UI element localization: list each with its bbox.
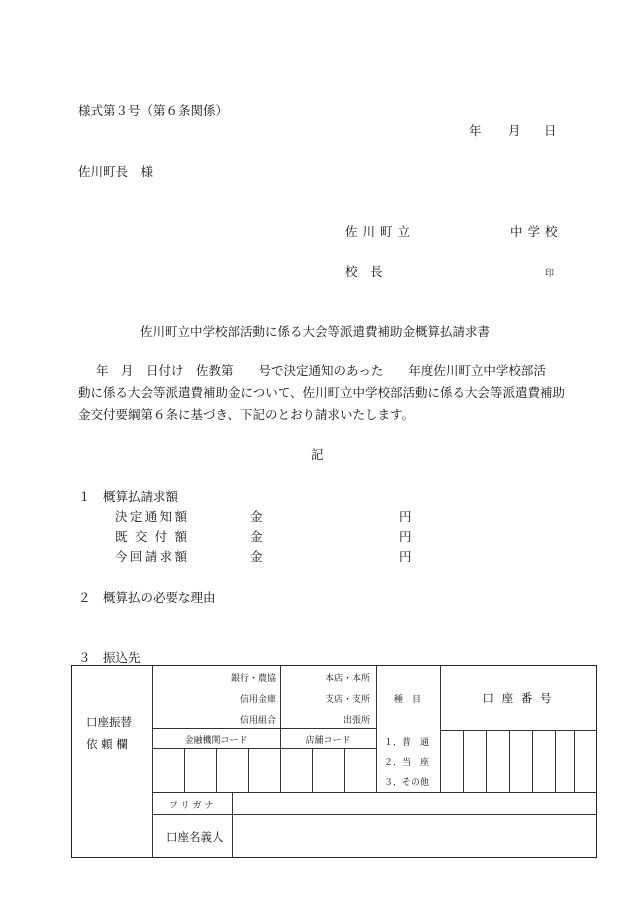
body-paragraph <box>78 360 566 426</box>
branch-code-label: 店舗コード <box>305 736 351 746</box>
branch-type-branch: 支店・支所 <box>324 695 370 705</box>
body-line: 動に係る大会等派遣費補助金について、佐川町立中学校部活動に係る大会等派遣費補助 <box>78 385 566 400</box>
addressee: 佐川町長 様 <box>78 164 154 179</box>
date-year: 年 <box>469 123 482 138</box>
furigana-label: フリガナ <box>169 801 217 811</box>
form-number: 様式第３号（第６条関係） <box>78 103 229 118</box>
ki-mark: 記 <box>311 447 324 462</box>
institution-code-label: 金融機関コード <box>184 736 248 746</box>
kin-mark: 金 <box>250 549 263 564</box>
body-line: 金交付要綱第６条に基づき、下記のとおり請求いたします。 <box>78 407 415 422</box>
kind-option-checking: ２．当 座 <box>384 758 430 768</box>
branch-type-main: 本店・本所 <box>324 674 370 684</box>
bank-type-bank: 銀行・農協 <box>230 674 276 684</box>
en-mark: 円 <box>399 529 412 544</box>
date-month: 月 <box>508 123 521 138</box>
date-day: 日 <box>544 123 557 138</box>
amount-row-label: 決定通知額 <box>115 509 187 524</box>
account-holder-label: 口座名義人 <box>166 830 224 844</box>
account-number-label: 口 座 番 号 <box>482 691 554 705</box>
bank-type-shinkin: 信用金庫 <box>239 695 276 705</box>
document-title: 佐川町立中学校部活動に係る大会等派遣費補助金概算払請求書 <box>139 324 490 339</box>
branch-type-office: 出張所 <box>342 716 370 726</box>
side-label-request: 依 頼 欄 <box>86 737 128 751</box>
bank-type-shinkumi: 信用組合 <box>239 716 276 726</box>
section3-heading: ３ 振込先 <box>78 650 141 665</box>
seal-mark: 印 <box>545 269 555 279</box>
amount-row-label: 今回請求額 <box>115 549 187 564</box>
en-mark: 円 <box>399 549 412 564</box>
kind-label: 種 目 <box>394 695 422 705</box>
section1-heading: １ 概算払請求額 <box>78 489 179 504</box>
principal-label: 校 長 <box>345 264 383 279</box>
kind-option-savings: １．普 通 <box>384 738 430 748</box>
en-mark: 円 <box>399 509 412 524</box>
bank-transfer-table <box>71 665 597 858</box>
body-line: 年 月 日付け 佐教第 号で決定通知のあった 年度佐川町立中学校部活 <box>96 363 546 378</box>
kin-mark: 金 <box>250 509 263 524</box>
school-suffix: 中学校 <box>510 224 563 239</box>
kin-mark: 金 <box>250 529 263 544</box>
amount-row-label: 既交付額 <box>115 529 187 544</box>
school-prefix: 佐川町立 <box>345 224 416 239</box>
kind-option-other: ３．その他 <box>384 778 430 788</box>
section2-heading: ２ 概算払の必要な理由 <box>78 590 216 605</box>
side-label-transfer: 口座振替 <box>86 715 132 729</box>
